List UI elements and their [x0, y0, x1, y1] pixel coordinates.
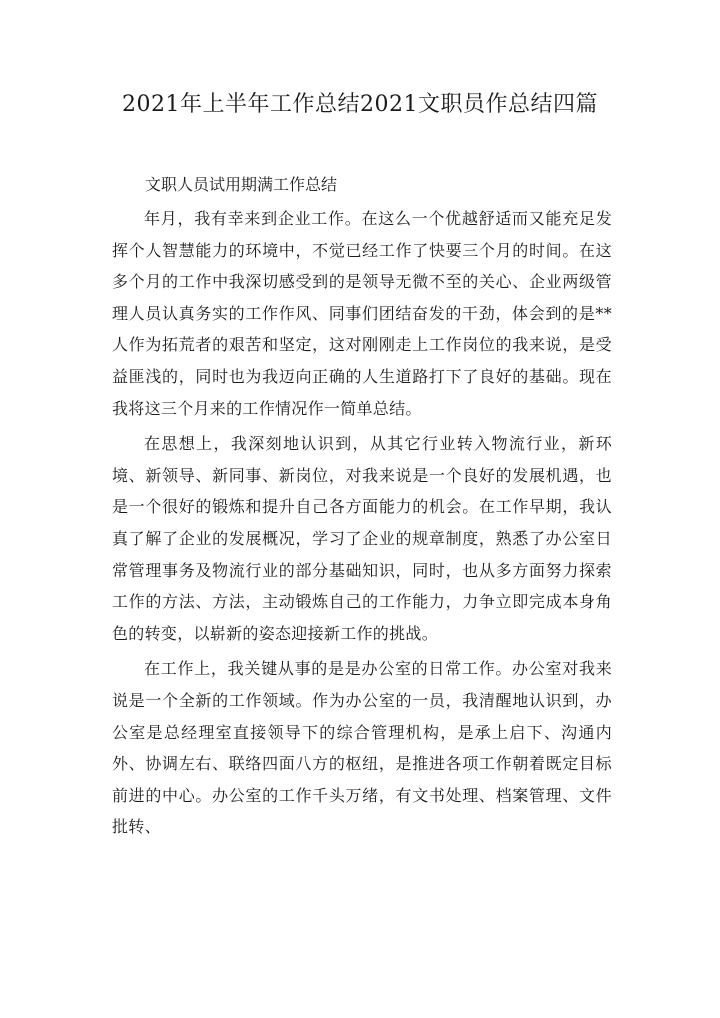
document-title: 2021年上半年工作总结2021文职员作总结四篇 [122, 92, 598, 117]
document-body [112, 203, 612, 847]
paragraph-3: 在工作上，我关键从事的是是办公室的日常工作。办公室对我来说是一个全新的工作领域。作为办公室的一员，我清醒地认识到，办公室是总经理室直接领导下的综合管理机构，是承上启下、沟通内外、协调左右、联络四面八方的枢纽，是推进各项工作朝着既定目标前进的中心。办公室的工作千头万绪，有文书处理、档案管理、文件批转、 [112, 659, 612, 837]
paragraph-2: 在思想上，我深刻地认识到，从其它行业转入物流行业，新环境、新领导、新同事、新岗位，对我来说是一个良好的发展机遇，也是一个很好的锻炼和提升自己各方面能力的机会。在工作早期，我认真了解了企业的发展概况，学习了企业的规章制度，熟悉了办公室日常管理事务及物流行业的部分基础知识，同时，也从多方面努力探索工作的方法、方法，主动锻炼自己的工作能力，力争立即完成本身角色的转变，以崭新的姿态迎接新工作的挑战。 [112, 434, 612, 643]
paragraph-1: 年月，我有幸来到企业工作。在这么一个优越舒适而又能充足发挥个人智慧能力的环境中，不觉已经工作了快要三个月的时间。在这多个月的工作中我深切感受到的是领导无微不至的关心、企业两级管理人员认真务实的工作作风、同事们团结奋发的干劲，体会到的是**人作为拓荒者的艰苦和坚定，这对刚刚走上工作岗位的我来说，是受益匪浅的，同时也为我迈向正确的人生道路打下了良好的基础。现在我将这三个月来的工作情况作一简单总结。 [112, 209, 612, 418]
document-subtitle: 文职人员试用期满工作总结 [145, 175, 338, 194]
